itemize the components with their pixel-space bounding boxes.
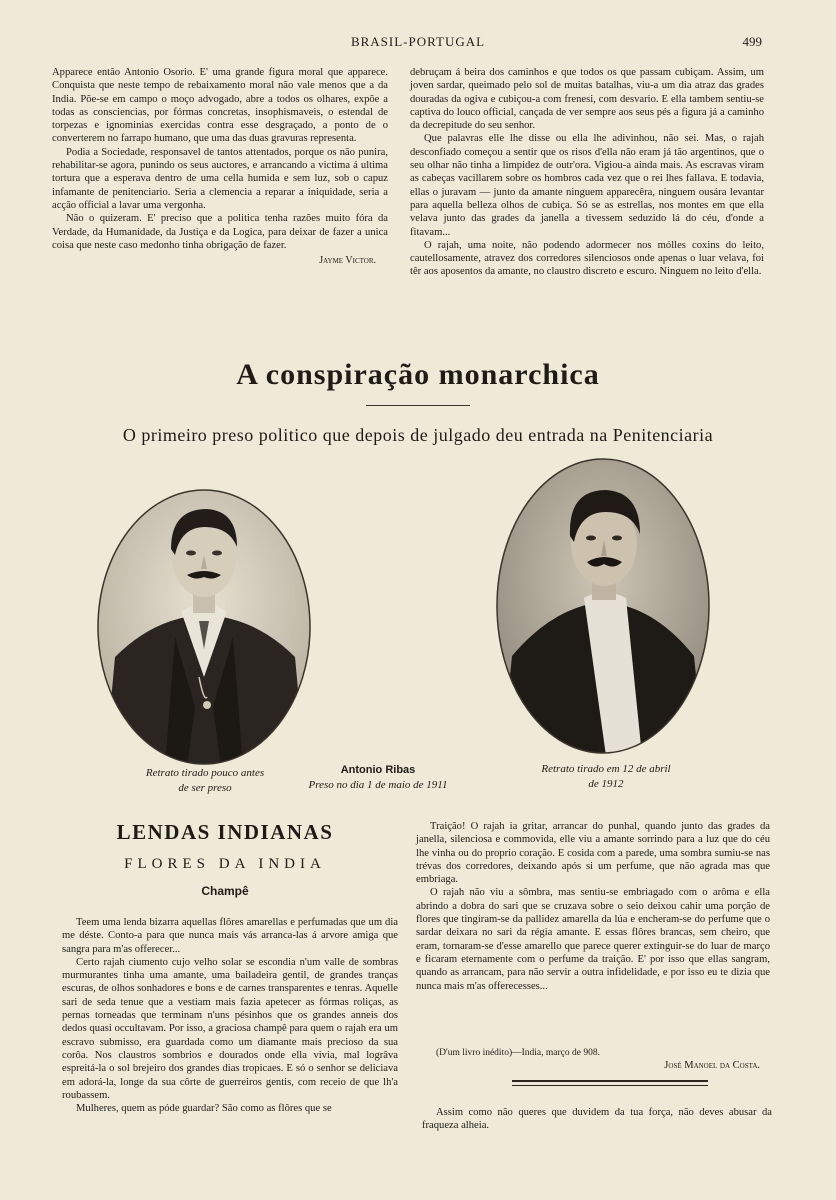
paragraph: Certo rajah ciumento cujo velho solar se escondia n'um valle de sombras murmurantes tinha uma amante, uma bailadeira gentil, de grandes tranças escuras, de olhos sonhadores e bons e de carnes transparentes e tenras. Aquelle sari de seda tenue que a vestiam mais fazia apetecer as fórmas roliças, as pernas torneadas que terminam n'uns pésinhos que os grandes anneis dos dedos quasi occultavam. Por isso, a graciosa champê para quem o rajah era um escravo submisso, era guardada como um diamante mais precioso da sua corôa. Nos claustros sombrios e dourados onde ella vivia, mal logrâva espreitá-la o sol brejeiro dos grandes dias tropicaes. E só o senhor se deliciava em adorá-la, longe da sua côrte de guerreiros gentis, com receio de que lh'a roubassem. xyxy=(62,956,398,1101)
top-left-column xyxy=(52,66,388,267)
portrait-in-penitentiary xyxy=(494,456,712,756)
article-subheadline: O primeiro preso politico que depois de julgado deu entrada na Penitenciaria xyxy=(122,425,714,445)
caption-line: de 1912 xyxy=(588,778,624,790)
divider xyxy=(366,405,470,406)
section-title: LENDAS INDIANAS xyxy=(116,820,334,844)
paragraph: Podia a Sociedade, responsavel de tantos attentados, porque os não punira, rehabilitar-se agora, punindo os seus auctores, e arrancando a victima á ultima tortura que a esperava dentro de uma cella humida e sem luz, sob o capuz infamante de penitenciario. Seria a clemencia a reparar a iniquidade, seria a acção official a lavar uma vergonha. xyxy=(52,146,388,211)
caption-left xyxy=(110,766,300,796)
running-head xyxy=(0,34,836,52)
running-title: BRASIL-PORTUGAL xyxy=(350,34,486,49)
portrait-before-arrest xyxy=(95,487,313,767)
top-right-column xyxy=(410,66,764,279)
legend-right-column xyxy=(416,820,770,993)
caption-line: Retrato tirado em 12 de abril xyxy=(541,763,671,775)
source-note: (D'um livro inédito)—India, março de 908. xyxy=(436,1048,600,1058)
paragraph: Que palavras elle lhe disse ou ella lhe adivinhou, não sei. Mas, o rajah desconfiado começou a sentir que os risos d'ella não eram já tão argentinos, que o seu olhar não tinha a limpidez de outr'ora. Vigiou-a ainda mais. As escravas viram as cabeças vacillarem sobre os hombros cada vez que o rei lhes fallava. E todavia, ellas o juravam — junto da amante ninguem apparecêra, ninguem ousára levantar para aquella belleza olhos de cubiça. Só se as estrellas, nos montes em que ella velava junto das grades da janella a tivessem seduzido lá do céu, d'onde a fitavam... xyxy=(410,133,764,238)
paragraph: O rajah não viu a sômbra, mas sentiu-se embriagado com o arôma e ella abrindo a dobra do sari que se cruzava sobre o seio deixou cahir uma porção de flores que tingiram-se da pallidez amarella da lúa e encheram-se do perfume que o sardar deixara no sari da régia amante. E essas flôres brancas, sem cheiro, que eram, tornaram-se d'esse amarello que parece querer extinguir-se do luar de março e ficaram eternamente com o perfume da traição. E' por isso que ellas sangram, quando as arrancam, para não servir a outra infidelidade, e por isso eu te dizia que nunca mais m'as offerecesses... xyxy=(416,887,770,992)
legend-left-column xyxy=(62,916,398,1115)
paragraph: Apparece então Antonio Osorio. E' uma grande figura moral que apparece. Conquista que neste tempo de rebaixamento moral não vale menos que a da India. Põe-se em campo o moço advogado, abre a todos os olhares, expõe a todas as consciencias, por fórmas concretas, insophismaveis, o estendal de torpezas e ignominias exercidas contra esse desgraçado, a ponto de o converterem no farrapo humano, que uma das duas gravuras representa. xyxy=(52,67,388,145)
paragraph: debruçam á beira dos caminhos e que todos os que passam cubiçam. Assim, um joven sardar, queimado pelo sol de muitas batalhas, viu-a um dia atraz das grades douradas da ogiva e cubiçou-a com frenesi, com desvario. E ella tambem sentiu-se captiva do louco official, cançada de ver sempre aos seus pés a figura já a caminho da decrepitude do seu senhor. xyxy=(410,67,764,132)
paragraph: Teem uma lenda bizarra aquellas flôres amarellas e perfumadas que um dia me déste. Conto-a para que nunca mais vás arranca-las á arvore amiga que sangra para m'as offerecer... xyxy=(62,917,398,955)
article-headline: A conspiração monarchica xyxy=(236,358,600,391)
paragraph: Mulheres, quem as póde guardar? São como as flôres que se xyxy=(76,1103,332,1115)
caption-name: Antonio Ribas xyxy=(340,764,416,776)
caption-date: Preso no dia 1 de maio de 1911 xyxy=(308,779,448,791)
legend-signature: José Manoel da Costa. xyxy=(664,1060,760,1071)
paragraph: Não o quizeram. E' preciso que a politica tenha razões muito fóra da Verdade, da Humanidade, da Justiça e da Logica, para deixar de fazer a unica coisa que neste caso medonho tinha obrigação de fazer. xyxy=(52,213,388,251)
maxim-text: Assim como não queres que duvidem da tua força, não deves abusar da fraqueza alheia. xyxy=(422,1107,772,1132)
double-rule-divider xyxy=(512,1080,708,1086)
caption-right xyxy=(508,762,704,792)
legend-heading: Champê xyxy=(201,884,249,898)
paragraph: Traição! O rajah ia gritar, arrancar do punhal, quando junto das grades da janella, silenciosa e commovida, elle viu a amante sorrindo para a luz que do céu lhe vinha ou do proprio coração. E cosida com a parede, uma sombra sumiu-se nas trévas dos corredores, deixando após si um perfume, que não agrada mas que embriaga. xyxy=(416,821,770,886)
paragraph: O rajah, uma noite, não podendo adormecer nos mólles coxins do leito, cautellosamente, atravez dos corredores silenciosos onde apenas o luar velava, foi têr aos aposentos da amante, no claustro discreto e escuro. Ninguem no leito d'ella. xyxy=(410,239,764,278)
caption-line: Retrato tirado pouco antes xyxy=(145,767,265,779)
page-number: 499 xyxy=(742,34,762,49)
author-signature: Jayme Victor. xyxy=(319,255,376,267)
caption-line: de ser preso xyxy=(178,782,232,794)
section-subtitle: FLORES DA INDIA xyxy=(124,856,326,872)
maxim xyxy=(422,1106,772,1133)
